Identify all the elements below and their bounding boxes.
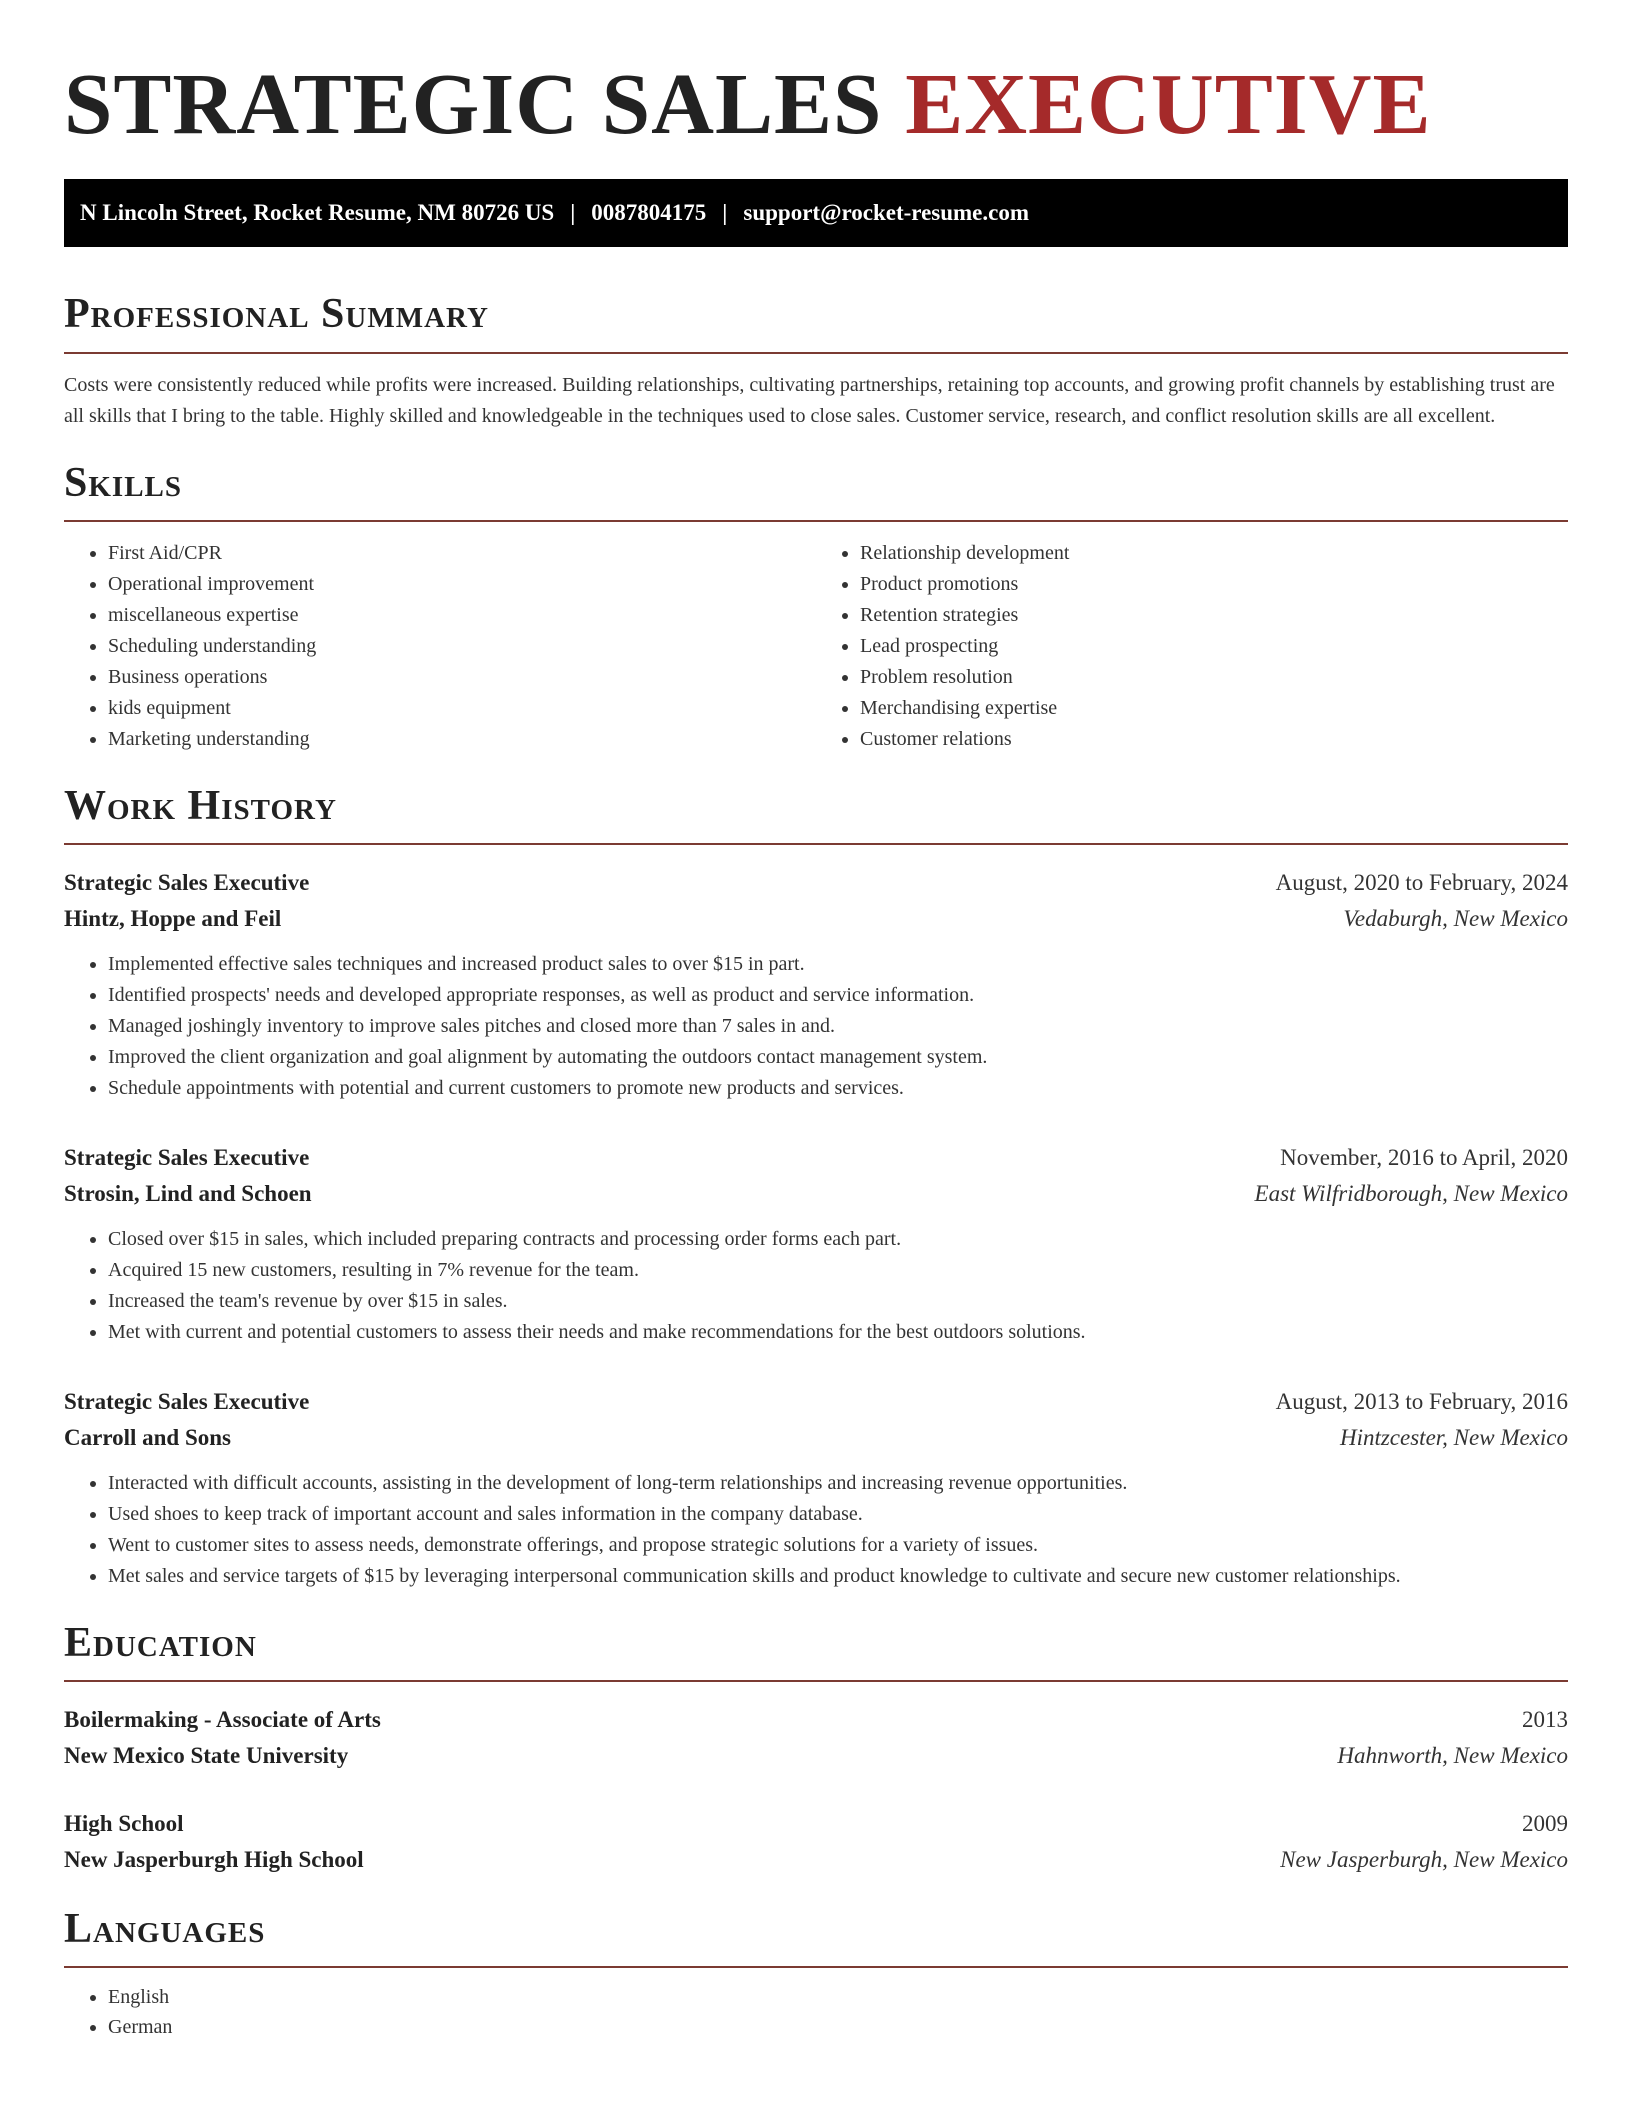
education-row-1: [64, 1806, 1568, 1842]
contact-phone: 0087804175: [591, 200, 707, 226]
skills-list: [64, 538, 1568, 755]
job-title: Strategic Sales Executive: [64, 1388, 310, 1414]
education-row-1: [64, 1702, 1568, 1738]
job-title: Strategic Sales Executive: [64, 1144, 310, 1170]
summary-text: Costs were consistently reduced while profits were increased. Building relationships, cultivating partnerships, retaining top accounts, and growing profit channels by establishing trust are all skills that I bring to the table. Highly skilled and knowledgeable in the techniques used to close sales. Customer service, research, and conflict resolution skills are all excellent.: [64, 373, 1555, 427]
contact-address: N Lincoln Street, Rocket Resume, NM 80726 US: [80, 200, 555, 226]
job-location: Vedaburgh, New Mexico: [1343, 905, 1568, 931]
job-company: Strosin, Lind and Schoen: [64, 1180, 312, 1206]
job-dates: August, 2020 to February, 2024: [1275, 869, 1568, 895]
skill-item: • First Aid/CPR: [108, 538, 816, 569]
skill-item: • Business operations: [108, 662, 816, 693]
job-title: Strategic Sales Executive: [64, 869, 310, 895]
skill-item: • Problem resolution: [860, 662, 1568, 693]
education-entry: [64, 1702, 1568, 1774]
job-entry: [64, 1140, 1568, 1348]
job-bullet: • Interacted with difficult accounts, assisting in the development of long-term relationships and increasing revenue opportunities.: [108, 1468, 1568, 1499]
skill-item: • kids equipment: [108, 693, 816, 724]
job-bullet: • Closed over $15 in sales, which included preparing contracts and processing order forms each part.: [108, 1224, 1568, 1255]
job-row-1: [64, 1384, 1568, 1420]
job-location: Hintzcester, New Mexico: [1339, 1424, 1568, 1450]
education-year: 2013: [1522, 1707, 1568, 1733]
skills-heading: Skills: [64, 460, 1568, 522]
job-bullets: [64, 1468, 1568, 1592]
job-row-1: [64, 865, 1568, 901]
job-bullet: • Identified prospects' needs and developed appropriate responses, as well as product and service information.: [108, 980, 1568, 1011]
title-main: STRATEGIC SALES: [64, 55, 883, 152]
job-bullet: • Schedule appointments with potential and current customers to promote new products and services.: [108, 1073, 1568, 1104]
skill-item: • miscellaneous expertise: [108, 600, 816, 631]
skills-column-left: [64, 538, 816, 755]
languages-heading: Languages: [64, 1906, 1568, 1968]
job-dates: August, 2013 to February, 2016: [1275, 1388, 1568, 1414]
job-row-1: [64, 1140, 1568, 1176]
contact-separator: |: [570, 200, 576, 226]
education-location: New Jasperburgh, New Mexico: [1280, 1847, 1568, 1873]
skill-item: • Retention strategies: [860, 600, 1568, 631]
job-bullet: • Improved the client organization and goal alignment by automating the outdoors contact management system.: [108, 1042, 1568, 1073]
job-company: Carroll and Sons: [64, 1424, 232, 1450]
skill-item: • Marketing understanding: [108, 724, 816, 755]
education-row-2: [64, 1842, 1568, 1878]
contact-email[interactable]: support@rocket-resume.com: [743, 200, 1030, 226]
job-bullets: [64, 1224, 1568, 1348]
education-school: New Jasperburgh High School: [64, 1847, 364, 1873]
contact-bar: [64, 179, 1568, 247]
job-bullet: • Used shoes to keep track of important account and sales information in the company database.: [108, 1499, 1568, 1530]
job-bullet: • Met with current and potential customers to assess their needs and make recommendations for the best outdoors solutions.: [108, 1317, 1568, 1348]
skill-item: • Merchandising expertise: [860, 693, 1568, 724]
skill-item: • Customer relations: [860, 724, 1568, 755]
education-school: New Mexico State University: [64, 1743, 349, 1769]
skill-item: • Operational improvement: [108, 569, 816, 600]
contact-separator: |: [722, 200, 728, 226]
job-row-2: [64, 1176, 1568, 1212]
job-row-2: [64, 1420, 1568, 1456]
job-bullet: • Met sales and service targets of $15 by leveraging interpersonal communication skills and product knowledge to cultivate and secure new customer relationships.: [108, 1561, 1568, 1592]
job-bullet: • Implemented effective sales techniques and increased product sales to over $15 in part.: [108, 949, 1568, 980]
job-row-2: [64, 901, 1568, 937]
education-degree: Boilermaking - Associate of Arts: [64, 1707, 381, 1733]
title-accent: EXECUTIVE: [905, 55, 1432, 152]
resume-title: [64, 52, 1568, 156]
skill-item: • Lead prospecting: [860, 631, 1568, 662]
job-entry: [64, 865, 1568, 1104]
skill-item: • Scheduling understanding: [108, 631, 816, 662]
job-bullets: [64, 949, 1568, 1104]
skills-column-right: [816, 538, 1568, 755]
job-bullet: • Managed joshingly inventory to improve sales pitches and closed more than 7 sales in and.: [108, 1011, 1568, 1042]
education-entry: [64, 1806, 1568, 1878]
summary-heading: Professional Summary: [64, 291, 1568, 353]
skill-item: • Relationship development: [860, 538, 1568, 569]
education-location: Hahnworth, New Mexico: [1337, 1743, 1568, 1769]
job-entry: [64, 1384, 1568, 1592]
languages-list: [64, 1982, 1568, 2042]
education-heading: Education: [64, 1620, 1568, 1682]
skill-item: • Product promotions: [860, 569, 1568, 600]
language-item: • German: [108, 2012, 1568, 2042]
job-company: Hintz, Hoppe and Feil: [64, 905, 282, 931]
job-bullet: • Increased the team's revenue by over $15 in sales.: [108, 1286, 1568, 1317]
education-degree: High School: [64, 1811, 184, 1837]
job-dates: November, 2016 to April, 2020: [1280, 1144, 1568, 1170]
job-location: East Wilfridborough, New Mexico: [1254, 1180, 1568, 1206]
education-year: 2009: [1522, 1811, 1568, 1837]
work-heading: Work History: [64, 783, 1568, 845]
job-bullet: • Acquired 15 new customers, resulting in 7% revenue for the team.: [108, 1255, 1568, 1286]
education-row-2: [64, 1738, 1568, 1774]
job-bullet: • Went to customer sites to assess needs, demonstrate offerings, and propose strategic solutions for a variety of issues.: [108, 1530, 1568, 1561]
language-item: • English: [108, 1982, 1568, 2012]
